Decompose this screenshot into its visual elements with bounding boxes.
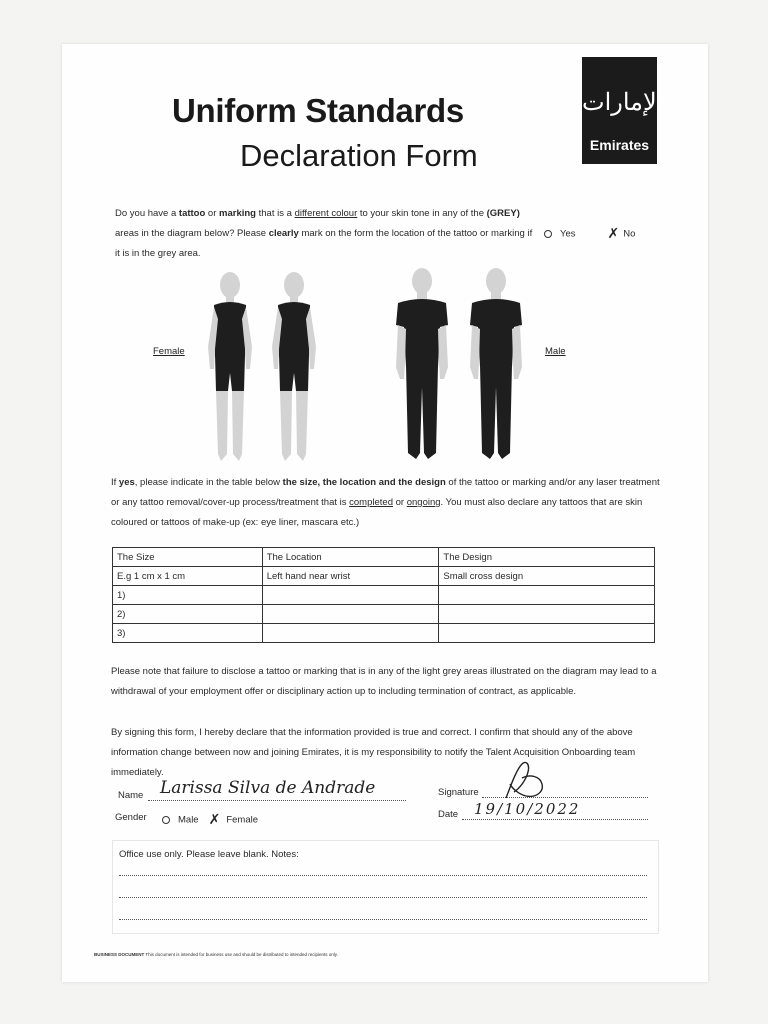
office-notes-line[interactable] bbox=[119, 875, 647, 876]
male-radio[interactable] bbox=[162, 816, 170, 824]
table-cell[interactable] bbox=[262, 624, 439, 643]
body-diagram bbox=[200, 265, 540, 465]
instructions-completed: completed bbox=[349, 497, 393, 508]
footer-bold: BUSINESS DOCUMENT bbox=[94, 952, 145, 957]
table-cell[interactable] bbox=[439, 605, 655, 624]
table-cell[interactable]: 1) bbox=[113, 586, 263, 605]
table-cell[interactable] bbox=[262, 586, 439, 605]
date-line bbox=[462, 819, 648, 820]
male-back-figure[interactable] bbox=[470, 268, 522, 459]
table-cell: Left hand near wrist bbox=[262, 567, 439, 586]
no-checked-mark-icon[interactable]: ✗ bbox=[607, 226, 620, 242]
name-label: Name bbox=[118, 790, 144, 801]
female-option-label: Female bbox=[226, 814, 259, 826]
emirates-logo bbox=[582, 57, 664, 164]
gender-label: Gender bbox=[115, 812, 147, 823]
name-field[interactable]: Larissa Silva de Andrade bbox=[160, 778, 376, 798]
table-row bbox=[113, 624, 655, 643]
footer-text: This document is intended for business use and should be distributed to intended recipients only. bbox=[144, 952, 338, 957]
question-text: mark on the form the location of the tattoo or marking if it is in the grey area. bbox=[115, 228, 533, 259]
form-title-line1: Uniform Standards bbox=[172, 92, 464, 129]
emirates-logo-text: Emirates bbox=[589, 137, 650, 153]
question-marking: marking bbox=[219, 208, 256, 219]
date-field[interactable]: 19/10/2022 bbox=[474, 800, 581, 818]
female-checked-mark-icon[interactable]: ✗ bbox=[208, 812, 221, 828]
table-cell[interactable] bbox=[439, 624, 655, 643]
instructions-text: , please indicate in the table below bbox=[134, 477, 283, 488]
instructions-ongoing: ongoing bbox=[406, 497, 441, 508]
table-header-size: The Size bbox=[113, 548, 263, 567]
office-notes-line[interactable] bbox=[119, 919, 647, 920]
table-example-row bbox=[113, 567, 655, 586]
question-text: Do you have a bbox=[115, 208, 179, 219]
question-tattoo: tattoo bbox=[178, 208, 206, 219]
no-label: No bbox=[623, 228, 636, 240]
form-title-line2: Declaration Form bbox=[240, 138, 478, 173]
table-row bbox=[113, 605, 655, 624]
yes-radio[interactable] bbox=[544, 230, 552, 238]
question-text: that is a bbox=[256, 208, 295, 219]
table-cell[interactable]: 3) bbox=[113, 624, 263, 643]
emirates-calligraphy-mark: الإمارات bbox=[582, 89, 664, 116]
gender-options bbox=[162, 812, 258, 828]
question-grey: (GREY) bbox=[486, 208, 520, 219]
yes-label: Yes bbox=[560, 228, 576, 240]
instructions-text: of the tattoo or marking and/or any laser treatment or any tattoo removal/cover-up process/treatment that is bbox=[111, 477, 660, 508]
date-label: Date bbox=[438, 809, 459, 820]
handwritten-signature[interactable] bbox=[496, 758, 556, 804]
tattoo-instructions bbox=[111, 473, 661, 533]
table-cell[interactable] bbox=[262, 605, 439, 624]
instructions-text: If bbox=[111, 477, 119, 488]
instructions-yes: yes bbox=[118, 477, 135, 488]
name-line bbox=[148, 800, 406, 801]
table-header-location: The Location bbox=[262, 548, 439, 567]
tattoo-answer-group bbox=[544, 226, 635, 242]
office-use-label: Office use only. Please leave blank. Notes: bbox=[119, 849, 299, 860]
instructions-bold: the size, the location and the design bbox=[282, 477, 446, 488]
question-text: areas in the diagram below? Please bbox=[115, 228, 269, 239]
male-option-label: Male bbox=[178, 814, 199, 826]
table-cell[interactable] bbox=[439, 586, 655, 605]
table-cell: Small cross design bbox=[439, 567, 655, 586]
table-cell: E.g 1 cm x 1 cm bbox=[113, 567, 263, 586]
male-label: Male bbox=[545, 346, 566, 357]
disclosure-note: Please note that failure to disclose a tattoo or marking that is in any of the light grey areas illustrated on the diagram may lead to a withdrawal of your employment offer or disciplinary action up to including termination of contract, as applicable. bbox=[111, 666, 657, 697]
tattoo-details-table bbox=[112, 547, 655, 643]
footer-notice bbox=[94, 952, 338, 957]
office-notes-line[interactable] bbox=[119, 897, 647, 898]
female-back-figure[interactable] bbox=[272, 272, 316, 461]
table-row bbox=[113, 586, 655, 605]
question-clearly: clearly bbox=[268, 228, 299, 239]
question-text: to your skin tone in any of the bbox=[357, 208, 487, 219]
declaration-statement: By signing this form, I hereby declare that the information provided is true and correct. I confirm that should any of the above information change between now and joining Emirates, it is my responsibility to notify the Talent Acquisition Onboarding team immediately. bbox=[111, 727, 636, 778]
question-text: or bbox=[205, 208, 220, 219]
female-label: Female bbox=[153, 346, 185, 357]
office-use-box bbox=[112, 840, 659, 934]
tattoo-question bbox=[115, 204, 535, 264]
question-different-colour: different colour bbox=[294, 208, 358, 219]
instructions-text: or bbox=[392, 497, 407, 508]
instructions-text: . You must also declare any tattoos that are skin coloured or tattoos of make-up (ex: eye liner, mascara etc.) bbox=[111, 497, 643, 528]
female-front-figure[interactable] bbox=[208, 272, 252, 461]
table-header-row bbox=[113, 548, 655, 567]
signature-label: Signature bbox=[438, 787, 479, 798]
male-front-figure[interactable] bbox=[396, 268, 448, 459]
table-cell[interactable]: 2) bbox=[113, 605, 263, 624]
table-header-design: The Design bbox=[439, 548, 655, 567]
